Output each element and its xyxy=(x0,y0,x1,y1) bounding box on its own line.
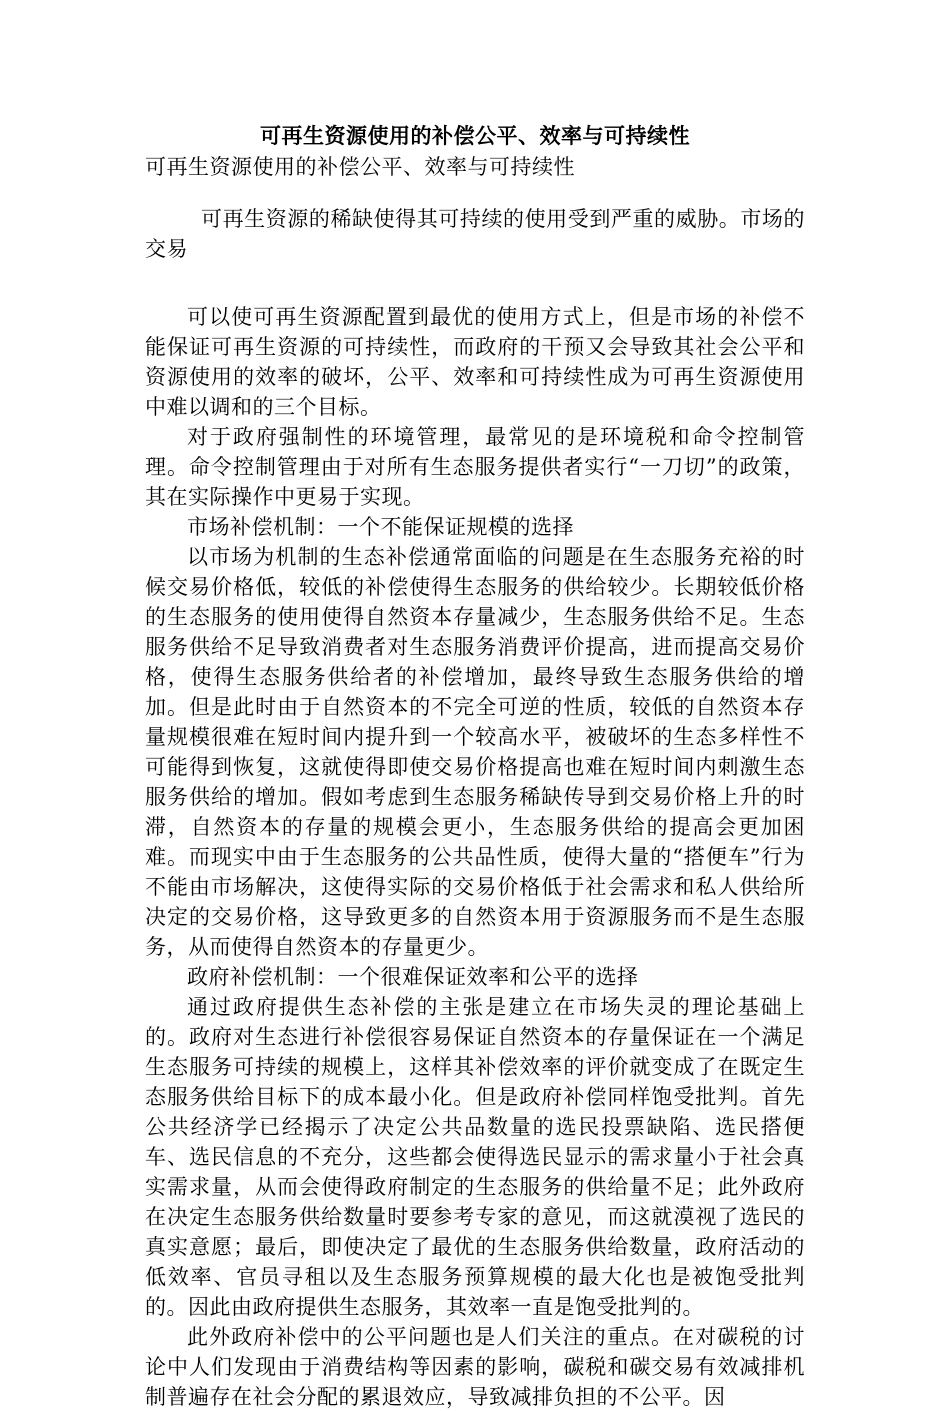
intro-paragraph: 可再生资源的稀缺使得其可持续的使用受到严重的威胁。市场的交易 xyxy=(145,207,805,261)
document-subtitle: 可再生资源使用的补偿公平、效率与可持续性 xyxy=(145,155,575,179)
document-title: 可再生资源使用的补偿公平、效率与可持续性 xyxy=(260,124,690,148)
body-paragraph-3: 以市场为机制的生态补偿通常面临的问题是在生态服务充裕的时候交易价格低，较低的补偿使得生态服务的供给较少。长期较低价格的生态服务的使用使得自然资本存量减少，生态服务供给不足。生态服务供给不足导致消费者对生态服务消费评价提高，进而提高交易价格，使得生态服务供给者的补偿增加，最终导致生态服务供给的增加。但是此时由于自然资本的不完全可逆的性质，较低的自然资本存量规模很难在短时间内提升到一个较高水平，被破坏的生态多样性不可能得到恢复，这就使得即使交易价格提高也难在短时间内刺激生态服务供给的增加。假如考虑到生态服务稀缺传导到交易价格上升的时滞，自然资本的存量的规模会更小，生态服务供给的提高会更加困难。而现实中由于生态服务的公共品性质，使得大量的“搭便车”行为不能由市场解决，这使得实际的交易价格低于社会需求和私人供给所决定的交易价格，这导致更多的自然资本用于资源服务而不是生态服务，从而使得自然资本的存量更少。 xyxy=(145,545,805,959)
body-paragraph-2: 对于政府强制性的环境管理，最常见的是环境税和命令控制管理。命令控制管理由于对所有生态服务提供者实行“一刀切”的政策，其在实际操作中更易于实现。 xyxy=(145,425,805,509)
document-page xyxy=(145,120,805,1412)
section-heading-government: 政府补偿机制：一个很难保证效率和公平的选择 xyxy=(187,965,639,989)
section-heading-market: 市场补偿机制：一个不能保证规模的选择 xyxy=(187,515,574,539)
body-paragraph-4: 通过政府提供生态补偿的主张是建立在市场失灵的理论基础上的。政府对生态进行补偿很容易保证自然资本的存量保证在一个满足生态服务可持续的规模上，这样其补偿效率的评价就变成了在既定生态服务供给目标下的成本最小化。但是政府补偿同样饱受批判。首先公共经济学已经揭示了决定公共品数量的选民投票缺陷、选民搭便车、选民信息的不充分，这些都会使得选民显示的需求量小于社会真实需求量，从而会使得政府制定的生态服务的供给量不足；此外政府在决定生态服务供给数量时要参考专家的意见，而这就漠视了选民的真实意愿；最后，即使决定了最优的生态服务供给数量，政府活动的低效率、官员寻租以及生态服务预算规模的最大化也是被饱受批判的。因此由政府提供生态服务，其效率一直是饱受批判的。 xyxy=(145,995,805,1319)
body-paragraph-1: 可以使可再生资源配置到最优的使用方式上，但是市场的补偿不能保证可再生资源的可持续性，而政府的干预又会导致其社会公平和资源使用的效率的破坏，公平、效率和可持续性成为可再生资源使用中难以调和的三个目标。 xyxy=(145,305,805,419)
body-paragraph-5: 此外政府补偿中的公平问题也是人们关注的重点。在对碳税的讨论中人们发现由于消费结构等因素的影响，碳税和碳交易有效减排机制普遍存在社会分配的累退效应，导致减排负担的不公平。因 xyxy=(145,1325,805,1409)
